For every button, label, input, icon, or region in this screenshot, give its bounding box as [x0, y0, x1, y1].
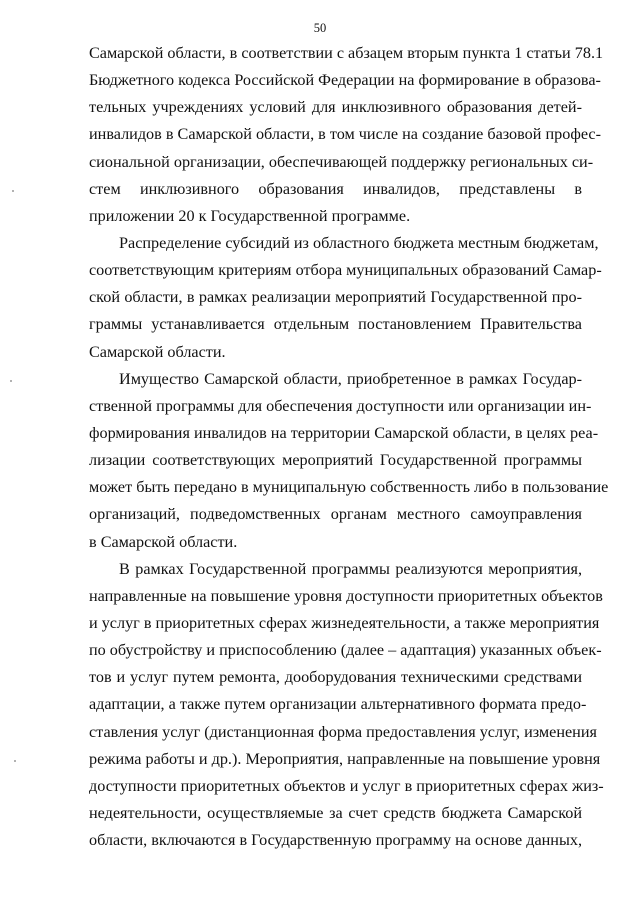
- text-line: формирования инвалидов на территории Самарской области, в целях реа-: [89, 423, 599, 442]
- text-line: ской области, в рамках реализации мероприятий Государственной про-: [89, 288, 582, 307]
- text-line: области, включаются в Государственную программу на основе данных,: [89, 831, 582, 850]
- text-line: тельных учреждениях условий для инклюзивного образования детей-: [89, 98, 582, 117]
- text-line: может быть передано в муниципальную собственность либо в пользование: [89, 478, 609, 497]
- scan-speck: [10, 380, 12, 382]
- text-line: приложении 20 к Государственной программе.: [89, 206, 411, 225]
- paragraph-1: [89, 40, 604, 230]
- text-line: в Самарской области.: [89, 532, 238, 551]
- text-line: по обустройству и приспособлению (далее – адаптация) указанных объек-: [89, 641, 602, 660]
- text-line: граммы устанавливается отдельным постановлением Правительства: [89, 315, 582, 334]
- text-line: лизации соответствующих мероприятий Государственной программы: [89, 451, 582, 470]
- paragraph-3: [89, 366, 609, 556]
- text-line: направленные на повышение уровня доступности приоритетных объектов: [89, 586, 603, 605]
- text-line: организаций, подведомственных органам местного самоуправления: [89, 505, 582, 524]
- text-line: адаптации, а также путем организации альтернативного формата предо-: [89, 695, 587, 714]
- text-line: недеятельности, осуществляемые за счет средств бюджета Самарской: [89, 803, 582, 822]
- document-body: [89, 40, 609, 854]
- text-line: инвалидов в Самарской области, в том числе на создание базовой профес-: [89, 125, 601, 144]
- text-line: Самарской области.: [89, 342, 226, 361]
- text-line: и услуг в приоритетных сферах жизнедеятельности, а также мероприятия: [89, 613, 600, 632]
- text-line: Распределение субсидий из областного бюджета местным бюджетам,: [119, 233, 599, 252]
- text-line: тов и услуг путем ремонта, дооборудования техническими средствами: [89, 668, 582, 687]
- text-line: ставления услуг (дистанционная форма предоставления услуг, изменения: [89, 722, 597, 741]
- scan-speck: [12, 190, 14, 192]
- text-line: Самарской области, в соответствии с абзацем вторым пункта 1 статьи 78.1: [89, 44, 604, 62]
- scan-speck: [14, 760, 16, 762]
- text-line: доступности приоритетных объектов и услуг в приоритетных сферах жиз-: [89, 776, 604, 795]
- text-line: Бюджетного кодекса Российской Федерации на формирование в образова-: [89, 71, 601, 90]
- text-line: режима работы и др.). Мероприятия, направленные на повышение уровня: [89, 749, 601, 768]
- text-line: Имущество Самарской области, приобретенное в рамках Государ-: [119, 369, 582, 388]
- paragraph-2: [89, 230, 602, 366]
- text-line: сиональной организации, обеспечивающей поддержку региональных си-: [89, 152, 594, 171]
- text-line: ственной программы для обеспечения доступности или организации ин-: [89, 396, 592, 415]
- text-line: В рамках Государственной программы реализуются мероприятия,: [119, 559, 582, 578]
- paragraph-4: [89, 556, 604, 855]
- page-number: 50: [313, 21, 327, 35]
- text-line: стем инклюзивного образования инвалидов, представлены в: [89, 179, 582, 198]
- text-line: соответствующим критериям отбора муниципальных образований Самар-: [89, 261, 602, 280]
